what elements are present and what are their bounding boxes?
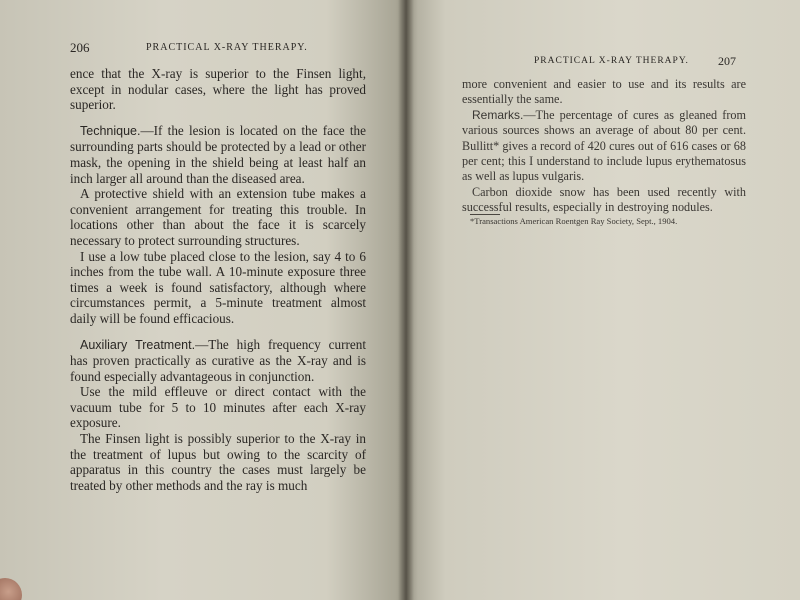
paragraph (70, 337, 366, 385)
paragraph: ence that the X-ray is superior to the Finsen light, except in nodular cases, where the light has proved superior. (70, 66, 366, 113)
section-heading-auxiliary-treatment: Auxiliary Treatment. (80, 337, 196, 352)
footnote: *Transactions American Roentgen Ray Society, Sept., 1904. (470, 216, 678, 226)
paragraph-body: —The high frequency current has proven practically as curative as the X-ray and is found especially advantageous in conjunction. (70, 336, 366, 384)
paragraph-body: —The percentage of cures as gleaned from various sources shows an average of about 80 per cent. Bullitt* gives a record of 420 cures out of 616 cases or 68 per cent; this I understand to include lupus erythematosus as well as lupus vulgaris. (462, 107, 746, 184)
footnote-rule (470, 214, 500, 215)
paragraph: I use a low tube placed close to the lesion, say 4 to 6 inches from the tube wall. A 10-minute exposure three times a week is found satisfactory, although where circumstances permit, a 5-minute treatment almost daily will be found efficacious. (70, 248, 366, 326)
left-text-block (70, 66, 366, 493)
section-heading-technique: Technique. (80, 123, 141, 138)
page-number-right: 207 (718, 54, 736, 68)
section-heading-remarks: Remarks. (472, 107, 524, 122)
running-head-right: PRACTICAL X-RAY THERAPY. (534, 56, 689, 66)
running-head-left: PRACTICAL X-RAY THERAPY. (146, 42, 308, 53)
paragraph: Use the mild effleuve or direct contact with the vacuum tube for 5 to 10 minutes after each X-ray exposure. (70, 384, 366, 431)
paragraph-body: —If the lesion is located on the face the surrounding parts should be protected by a lead or other mask, the opening in the shield being at least half an inch larger all around than the diseased area. (70, 122, 366, 186)
right-text-block (462, 77, 746, 216)
paragraph: The Finsen light is possibly superior to the X-ray in the treatment of lupus but owing to the scarcity of apparatus in this country the cases must largely be treated by other methods and the ray is much (70, 431, 366, 493)
paragraph: more convenient and easier to use and its results are essentially the same. (462, 77, 746, 107)
paragraph: A protective shield with an extension tube makes a convenient arrangement for treating this trouble. In locations other than about the face it is scarcely necessary to protect surrounding structures. (70, 186, 366, 248)
right-page (406, 0, 800, 600)
paragraph: Carbon dioxide snow has been used recently with successful results, especially in destroying nodules. (462, 184, 746, 215)
paragraph (70, 123, 366, 186)
page-number-left: 206 (70, 40, 90, 55)
paragraph (462, 108, 746, 185)
